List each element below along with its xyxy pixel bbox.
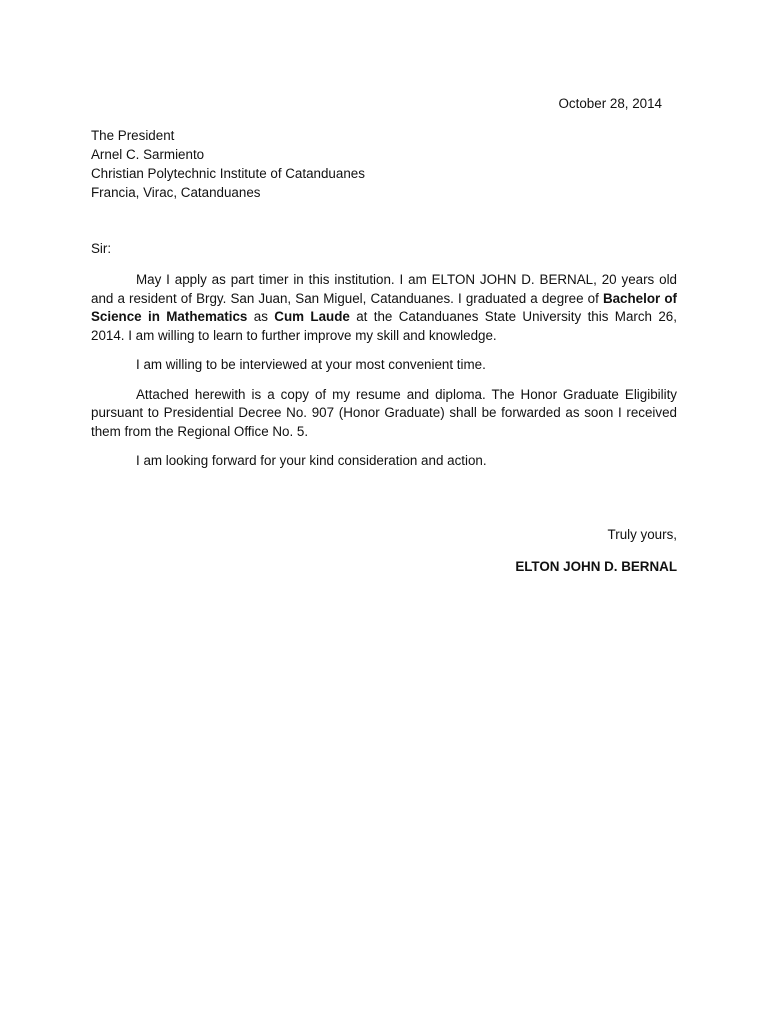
letter-body xyxy=(91,271,677,482)
complimentary-closing: Truly yours, xyxy=(607,527,677,542)
body-paragraph-interview: I am willing to be interviewed at your most convenient time. xyxy=(136,357,486,372)
recipient-title: The President xyxy=(91,128,175,143)
paragraph-text: at the Catanduanes State University this March 26, 2014. I am willing to learn to further improve my skill and knowledge. xyxy=(91,309,677,343)
paragraph-text: as xyxy=(247,309,275,324)
paragraph-text: May I apply as part timer in this institution. I am ELTON JOHN D. BERNAL, 20 years old and a resident of Brgy. San Juan, San Miguel, Catanduanes. I graduated a degree of xyxy=(91,272,677,306)
body-paragraph-application xyxy=(91,271,677,345)
recipient-institution: Christian Polytechnic Institute of Catanduanes xyxy=(91,166,365,181)
recipient-address xyxy=(91,126,365,202)
signature-name: ELTON JOHN D. BERNAL xyxy=(515,559,677,574)
honor-name: Cum Laude xyxy=(274,309,350,324)
salutation: Sir: xyxy=(91,241,112,256)
body-paragraph-attachments: Attached herewith is a copy of my resume and diploma. The Honor Graduate Eligibility pursuant to Presidential Decree No. 907 (Honor Graduate) shall be forwarded as soon I received them from the Regional Office No. 5. xyxy=(91,386,677,439)
letter-date: October 28, 2014 xyxy=(558,96,662,111)
recipient-name: Arnel C. Sarmiento xyxy=(91,147,205,162)
body-paragraph-closing: I am looking forward for your kind consideration and action. xyxy=(136,453,487,468)
degree-name: Bachelor of Science in Mathematics xyxy=(91,290,677,324)
recipient-location: Francia, Virac, Catanduanes xyxy=(91,185,261,200)
